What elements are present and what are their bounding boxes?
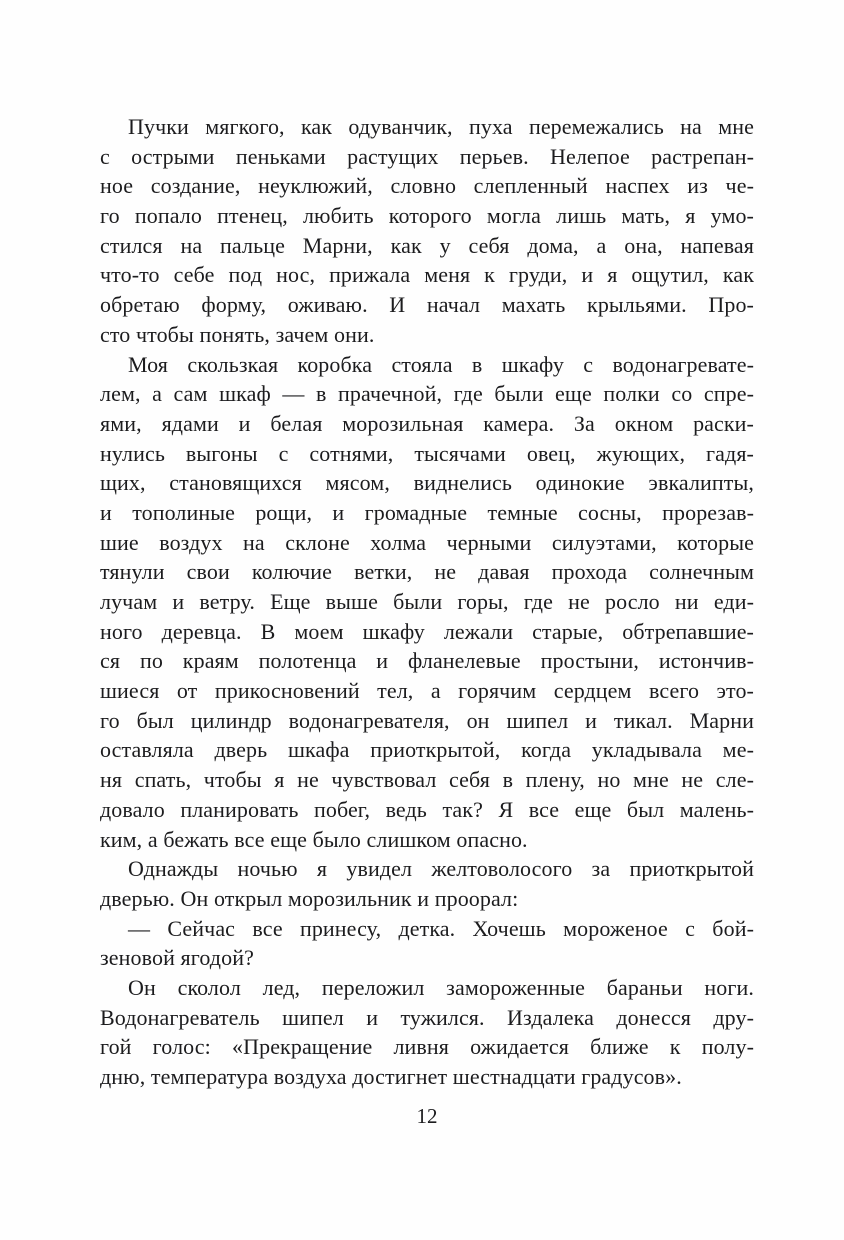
- text-line: ня спать, чтобы я не чувствовал себя в плену, но мне не сле-: [100, 767, 754, 793]
- text-line: стился на пальце Марни, как у себя дома, а она, напевая: [100, 232, 754, 258]
- text-line: дверью. Он открыл морозильник и проорал:: [100, 885, 519, 911]
- text-line: го попало птенец, любить которого могла лишь мать, я умо-: [100, 203, 754, 229]
- text-line: шиеся от прикосновений тел, а горячим сердцем всего это-: [100, 678, 754, 704]
- text-line: Он сколол лед, переложил замороженные бараньи ноги.: [128, 974, 754, 1000]
- text-line: лем, а сам шкаф — в прачечной, где были еще полки со спре-: [100, 381, 754, 407]
- paragraph: [100, 350, 754, 855]
- text-line: гой голос: «Прекращение ливня ожидается ближе к полу-: [100, 1034, 754, 1060]
- text-line: Водонагреватель шипел и тужился. Издалека донесся дру-: [100, 1004, 754, 1030]
- text-line: шие воздух на склоне холма черными силуэтами, которые: [100, 529, 754, 555]
- text-block: [100, 112, 754, 1092]
- paragraph: [100, 914, 754, 973]
- text-line: обретаю форму, оживаю. И начал махать крыльями. Про-: [100, 292, 754, 318]
- text-line: оставляла дверь шкафа приоткрытой, когда укладывала ме-: [100, 737, 754, 763]
- text-line: нулись выгоны с сотнями, тысячами овец, жующих, гадя-: [100, 440, 754, 466]
- text-line: ся по краям полотенца и фланелевые простыни, истончив-: [100, 648, 754, 674]
- paragraph: [100, 973, 754, 1092]
- text-line: что-то себе под нос, прижала меня к груди, и я ощутил, как: [100, 262, 754, 288]
- paragraph: [100, 854, 754, 913]
- text-line: с острыми пеньками растущих перьев. Нелепое растрепан-: [100, 143, 754, 169]
- text-line: — Сейчас все принесу, детка. Хочешь мороженое с бой-: [128, 915, 754, 941]
- text-line: щих, становящихся мясом, виднелись одинокие эвкалипты,: [100, 470, 754, 496]
- text-line: сто чтобы понять, зачем они.: [100, 321, 375, 347]
- text-line: довало планировать побег, ведь так? Я все еще был малень-: [100, 796, 754, 822]
- text-line: го был цилиндр водонагревателя, он шипел и тикал. Марни: [100, 707, 754, 733]
- text-line: Пучки мягкого, как одуванчик, пуха перемежались на мне: [128, 114, 754, 139]
- text-line: ями, ядами и белая морозильная камера. За окном раски-: [100, 410, 754, 436]
- text-line: и тополиные рощи, и громадные темные сосны, прорезав-: [100, 499, 754, 525]
- text-line: Однажды ночью я увидел желтоволосого за приоткрытой: [128, 856, 754, 882]
- page-number: 12: [416, 1104, 438, 1128]
- text-line: ного деревца. В моем шкафу лежали старые, обтрепавшие-: [100, 618, 754, 644]
- text-line: ное создание, неуклюжий, словно слепленный наспех из че-: [100, 173, 754, 199]
- text-line: Моя скользкая коробка стояла в шкафу с водонагревате-: [128, 351, 754, 377]
- text-line: зеновой ягодой?: [100, 945, 254, 971]
- text-line: ким, а бежать все еще было слишком опасно.: [100, 826, 528, 852]
- paragraph: [100, 112, 754, 350]
- text-line: дню, температура воздуха достигнет шестнадцати градусов».: [100, 1064, 682, 1089]
- text-line: тянули свои колючие ветки, не давая прохода солнечным: [100, 559, 754, 585]
- text-line: лучам и ветру. Еще выше были горы, где не росло ни еди-: [100, 589, 754, 614]
